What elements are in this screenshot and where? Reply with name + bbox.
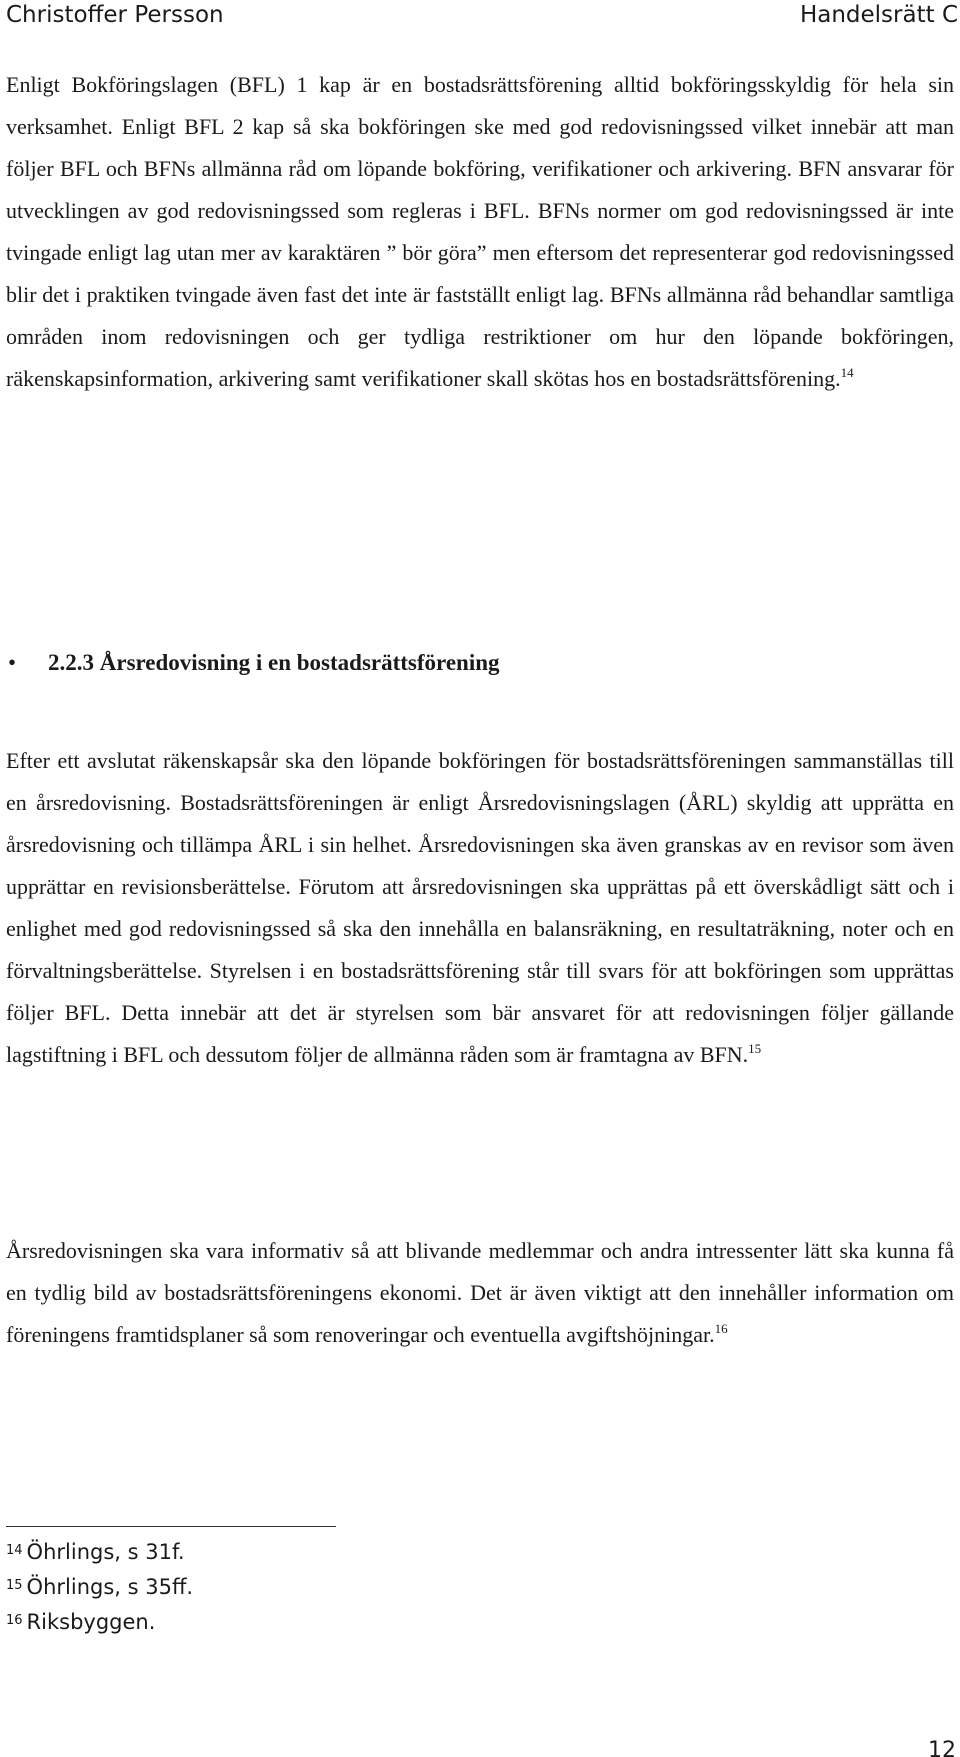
- paragraph-informative: [6, 1230, 954, 1356]
- footnote-ref: 14: [840, 365, 854, 380]
- footnote-divider: [6, 1526, 336, 1527]
- footnote-number: 16: [6, 1613, 23, 1628]
- footnote-ref: 16: [714, 1321, 728, 1336]
- footnote-text: Öhrlings, s 31f.: [26, 1540, 185, 1564]
- header-subject: Handelsrätt C: [799, 2, 958, 28]
- footnote-item: [6, 1569, 193, 1604]
- page-number: 12: [928, 1738, 956, 1757]
- paragraph-bookkeeping: [6, 64, 954, 400]
- footnote-number: 14: [6, 1543, 23, 1558]
- footnote-text: Riksbyggen.: [26, 1610, 156, 1634]
- section-heading: [6, 650, 500, 676]
- footnote-text: Öhrlings, s 35ff.: [26, 1575, 194, 1599]
- footnote-item: [6, 1604, 193, 1639]
- header-author: Christoffer Persson: [6, 2, 224, 28]
- footnote-ref: 15: [748, 1041, 762, 1056]
- footnote-number: 15: [6, 1578, 23, 1593]
- paragraph-annual-report: [6, 740, 954, 1076]
- paragraph-text: Årsredovisningen ska vara informativ så att blivande medlemmar och andra intressenter lätt ska kunna få en tydlig bild av bostadsrättsföreningens ekonomi. Det är även viktigt att den innehåller information om föreningens framtidsplaner så som renoveringar och eventuella avgiftshöjningar.: [6, 1238, 954, 1347]
- paragraph-text: Efter ett avslutat räkenskapsår ska den löpande bokföringen för bostadsrättsföreningen sammanställas till en årsredovisning. Bostadsrättsföreningen är enligt Årsredovisningslagen (ÅRL) skyldig att upprätta en årsredovisning och tillämpa ÅRL i sin helhet. Årsredovisningen ska även granskas av en revisor som även upprättar en revisionsberättelse. Förutom att årsredovisningen ska upprättas på ett överskådligt sätt och i enlighet med god redovisningssed så ska den innehålla en balansräkning, en resultaträkning, noter och en förvaltningsberättelse. Styrelsen i en bostadsrättsförening står till svars för att bokföringen som upprättas följer BFL. Detta innebär att det är styrelsen som bär ansvaret för att redovisningen följer gällande lagstiftning i BFL och dessutom följer de allmänna råden som är framtagna av BFN.: [6, 748, 954, 1067]
- paragraph-text: Enligt Bokföringslagen (BFL) 1 kap är en bostadsrättsförening alltid bokföringsskyldig för hela sin verksamhet. Enligt BFL 2 kap så ska bokföringen ske med god redovisningssed vilket innebär att man följer BFL och BFNs allmänna råd om löpande bokföring, verifikationer och arkivering. BFN ansvarar för utvecklingen av god redovisningssed som regleras i BFL. BFNs normer om god redovisningssed är inte tvingade enligt lag utan mer av karaktären ” bör göra” men eftersom det representerar god redovisningssed blir det i praktiken tvingade även fast det inte är fastställt enligt lag. BFNs allmänna råd behandlar samtliga områden inom redovisningen och ger tydliga restriktioner om hur den löpande bokföringen, räkenskapsinformation, arkivering samt verifikationer skall skötas hos en bostadsrättsförening.: [6, 72, 954, 391]
- section-title: 2.2.3 Årsredovisning i en bostadsrättsförening: [48, 650, 500, 675]
- bullet-icon: •: [8, 650, 17, 675]
- footnote-item: [6, 1534, 193, 1569]
- footnotes: [6, 1534, 193, 1639]
